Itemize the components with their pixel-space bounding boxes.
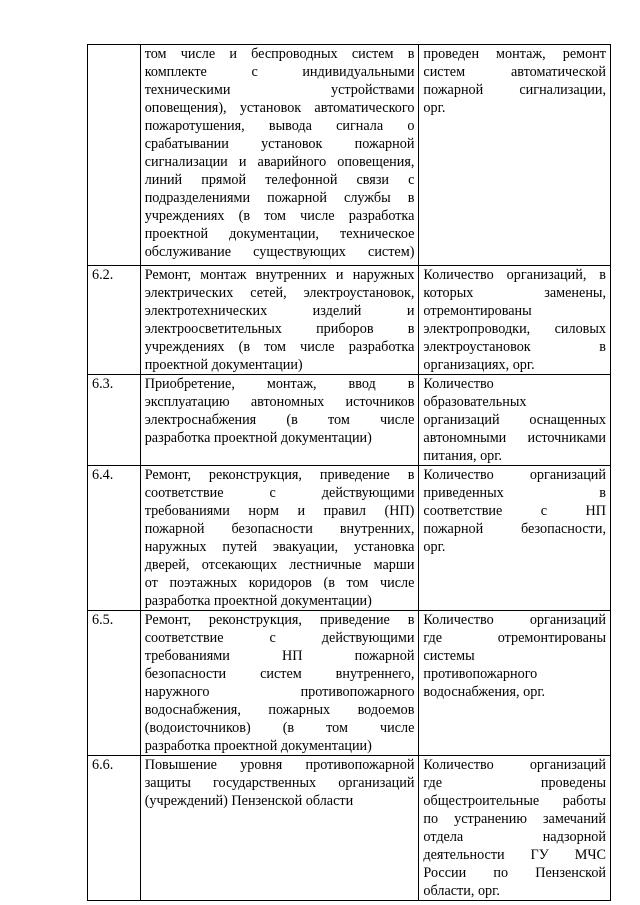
item-number — [88, 45, 141, 266]
desc-line: наружного противопожарного — [144, 684, 415, 700]
desc-line: техническими устройствами — [144, 82, 415, 98]
measure-description — [140, 375, 419, 466]
desc-line: защиты государственных организаций — [144, 775, 415, 791]
ind-line: Количество организаций — [423, 757, 606, 773]
desc-line: линий прямой телефонной связи с — [144, 172, 415, 188]
ind-line: образовательных — [423, 394, 527, 410]
table-row — [88, 266, 611, 375]
desc-line: разработка проектной документации) — [144, 593, 372, 609]
item-number: 6.6. — [88, 756, 141, 901]
measure-description — [140, 756, 419, 901]
desc-line: требованиями НП пожарной — [144, 648, 415, 664]
ind-line: электроустановок в — [423, 339, 606, 355]
desc-line: том числе и беспроводных систем в — [144, 46, 415, 62]
indicator-description — [419, 611, 611, 756]
ind-line: по устранению замечаний — [423, 811, 606, 827]
table-row — [88, 756, 611, 901]
ind-line: России по Пензенской — [423, 865, 606, 881]
desc-line: учреждениях (в том числе разработка — [144, 339, 415, 355]
desc-line: учреждениях (в том числе разработка — [144, 208, 415, 224]
desc-line: дверей, отсекающих лестничные марши — [144, 557, 415, 573]
ind-line: где отремонтированы — [423, 630, 606, 646]
measure-description — [140, 266, 419, 375]
ind-line: где проведены — [423, 775, 606, 791]
ind-line: которых заменены, — [423, 285, 606, 301]
measure-description — [140, 45, 419, 266]
indicator-description — [419, 375, 611, 466]
ind-line: Количество — [423, 376, 494, 392]
desc-line: пожаротушения, вывода сигнала о — [144, 118, 415, 134]
ind-line: деятельности ГУ МЧС — [423, 847, 606, 863]
ind-line: проведен монтаж, ремонт — [423, 46, 606, 62]
desc-line: разработка проектной документации) — [144, 738, 372, 754]
ind-line: противопожарного — [423, 666, 538, 682]
ind-line: орг. — [423, 100, 446, 116]
desc-line: сигнализации и аварийного оповещения, — [144, 154, 415, 170]
desc-line: Ремонт, монтаж внутренних и наружных — [144, 267, 415, 283]
measure-description — [140, 466, 419, 611]
item-number: 6.5. — [88, 611, 141, 756]
desc-line: требованиями норм и правил (НП) — [144, 503, 415, 519]
desc-line: Ремонт, реконструкция, приведение в — [144, 467, 415, 483]
table-row — [88, 611, 611, 756]
ind-line: орг. — [423, 539, 446, 555]
table-row — [88, 466, 611, 611]
desc-line: комплекте с индивидуальными — [144, 64, 415, 80]
ind-line: организаций оснащенных — [423, 412, 606, 428]
desc-line: электроосветительных приборов в — [144, 321, 415, 337]
ind-line: организациях, орг. — [423, 357, 535, 373]
ind-line: Количество организаций — [423, 612, 606, 628]
desc-line: подразделениями пожарной службы в — [144, 190, 415, 206]
indicator-description — [419, 266, 611, 375]
item-number: 6.4. — [88, 466, 141, 611]
ind-line: приведенных в — [423, 485, 606, 501]
desc-line: обслуживание существующих систем) — [144, 244, 415, 260]
desc-line: от поэтажных коридоров (в том числе — [144, 575, 415, 591]
ind-line: автономными источниками — [423, 430, 606, 446]
ind-line: Количество организаций — [423, 467, 606, 483]
desc-line: срабатывании установок пожарной — [144, 136, 415, 152]
ind-line: пожарной сигнализации, — [423, 82, 606, 98]
ind-line: системы — [423, 648, 475, 664]
desc-line: проектной документации, техническое — [144, 226, 415, 242]
indicator-description — [419, 466, 611, 611]
desc-line: Приобретение, монтаж, ввод в — [144, 376, 415, 392]
desc-line: проектной документации) — [144, 357, 303, 373]
desc-line: водоснабжения, пожарных водоемов — [144, 702, 415, 718]
ind-line: отдела надзорной — [423, 829, 606, 845]
ind-line: отремонтированы — [423, 303, 532, 319]
desc-line: электрических сетей, электроустановок, — [144, 285, 415, 301]
ind-line: Количество организаций, в — [423, 267, 606, 283]
ind-line: водоснабжения, орг. — [423, 684, 546, 700]
desc-line: разработка проектной документации) — [144, 430, 372, 446]
desc-line: (учреждений) Пензенской области — [144, 793, 354, 809]
desc-line: Повышение уровня противопожарной — [144, 757, 415, 773]
item-number: 6.3. — [88, 375, 141, 466]
ind-line: систем автоматической — [423, 64, 606, 80]
desc-line: соответствие с действующими — [144, 485, 415, 501]
desc-line: оповещения), установок автоматического — [144, 100, 415, 116]
desc-line: (водоисточников) (в том числе — [144, 720, 415, 736]
ind-line: области, орг. — [423, 883, 500, 899]
desc-line: пожарной безопасности внутренних, — [144, 521, 415, 537]
ind-line: электропроводки, силовых — [423, 321, 606, 337]
ind-line: общестроительные работы — [423, 793, 606, 809]
indicator-description — [419, 45, 611, 266]
ind-line: соответствие с НП — [423, 503, 606, 519]
measures-table — [87, 44, 611, 901]
table-row — [88, 375, 611, 466]
desc-line: эксплуатацию автономных источников — [144, 394, 415, 410]
indicator-description — [419, 756, 611, 901]
desc-line: наружных путей эвакуации, установка — [144, 539, 415, 555]
desc-line: Ремонт, реконструкция, приведение в — [144, 612, 415, 628]
desc-line: безопасности систем внутреннего, — [144, 666, 415, 682]
ind-line: питания, орг. — [423, 448, 503, 464]
desc-line: электроснабжения (в том числе — [144, 412, 415, 428]
desc-line: соответствие с действующими — [144, 630, 415, 646]
measure-description — [140, 611, 419, 756]
ind-line: пожарной безопасности, — [423, 521, 606, 537]
table-row — [88, 45, 611, 266]
desc-line: электротехнических изделий и — [144, 303, 415, 319]
item-number: 6.2. — [88, 266, 141, 375]
